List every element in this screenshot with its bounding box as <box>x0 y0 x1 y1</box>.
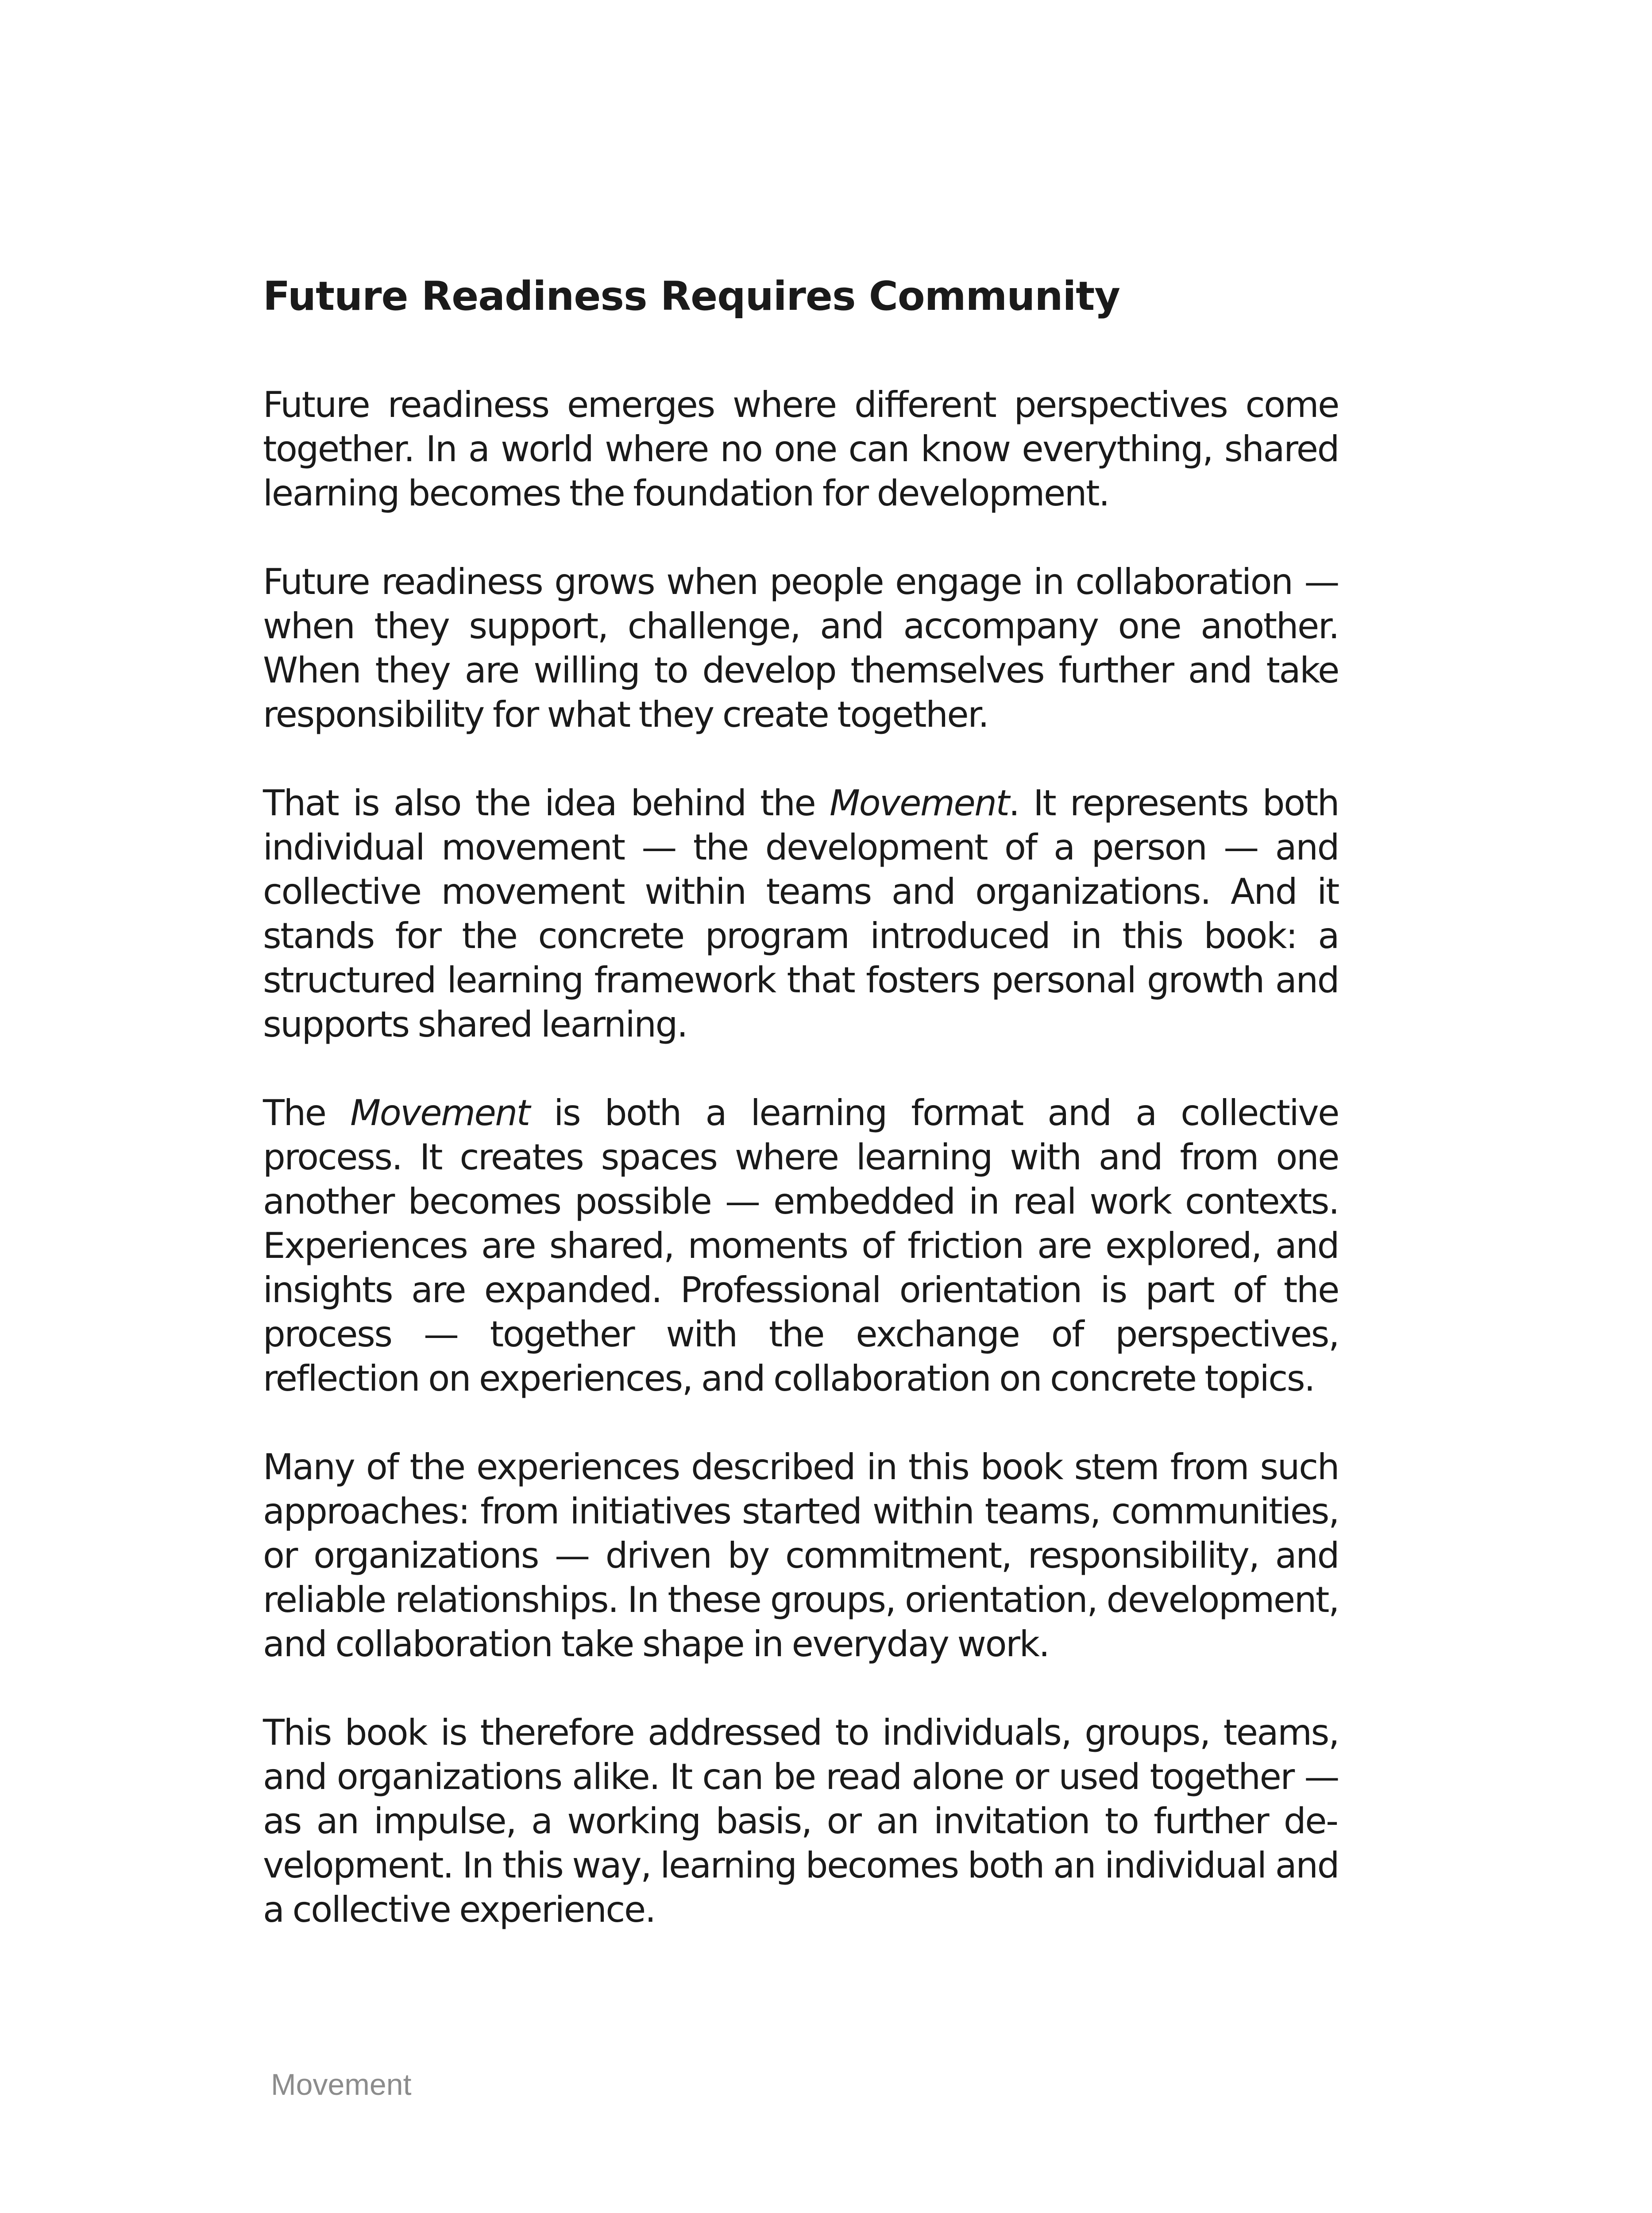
body-text <box>263 383 1339 1932</box>
text-run: . It represents both individual movement — the development of a person — and collective movement within teams and organizations. And it stands for the concrete program introduced in this book: a structured learning framework that fosters personal growth and supports shared learning. <box>263 783 1339 1045</box>
running-footer: Movement <box>271 2068 412 2101</box>
text-run: Future readiness emerges where different perspectives come together. In a world where no one can know everything, shared learning becomes the foundation for development. <box>263 384 1339 514</box>
paragraph <box>263 1711 1339 1932</box>
paragraph <box>263 560 1339 737</box>
paragraph <box>263 781 1339 1047</box>
italic-term: Movement <box>350 1092 529 1133</box>
text-run: Future readiness grows when people engage in collaboration — when they support, challenge, and accompany one another. When they are willing to develop themselves further and take responsibility for what they create together. <box>263 561 1339 735</box>
page-title: Future Readiness Requires Community <box>263 273 1120 320</box>
text-run: is both a learning format and a collective process. It creates spaces where learning with and from one another becomes possible — embedded in real work contexts. Experiences are shared, moments of friction are explored, and insights are expanded. Professional orientation is part of the process — together with the exchange of perspectives, reflection on experiences, and collaboration on concrete topics. <box>263 1092 1339 1399</box>
text-run: That is also the idea behind the <box>263 783 830 824</box>
text-run: This book is therefore addressed to individuals, groups, teams, and organizations alike. It can be read alone or used together — as an impulse, a working basis, or an invitation to further development. In this way, learning becomes both an individual and a collective experience. <box>263 1712 1339 1930</box>
italic-term: Movement <box>830 783 1009 824</box>
paragraph <box>263 1091 1339 1401</box>
text-run: The <box>263 1092 351 1133</box>
page-content <box>263 270 1339 1976</box>
paragraph <box>263 383 1339 516</box>
paragraph <box>263 1445 1339 1666</box>
text-run: Many of the experiences described in this book stem from such approaches: from initiatives started within teams, communities, or organizations — driven by commitment, responsibility, and reliable relationships. In these groups, orientation, development, and collaboration take shape in everyday work. <box>263 1446 1339 1665</box>
